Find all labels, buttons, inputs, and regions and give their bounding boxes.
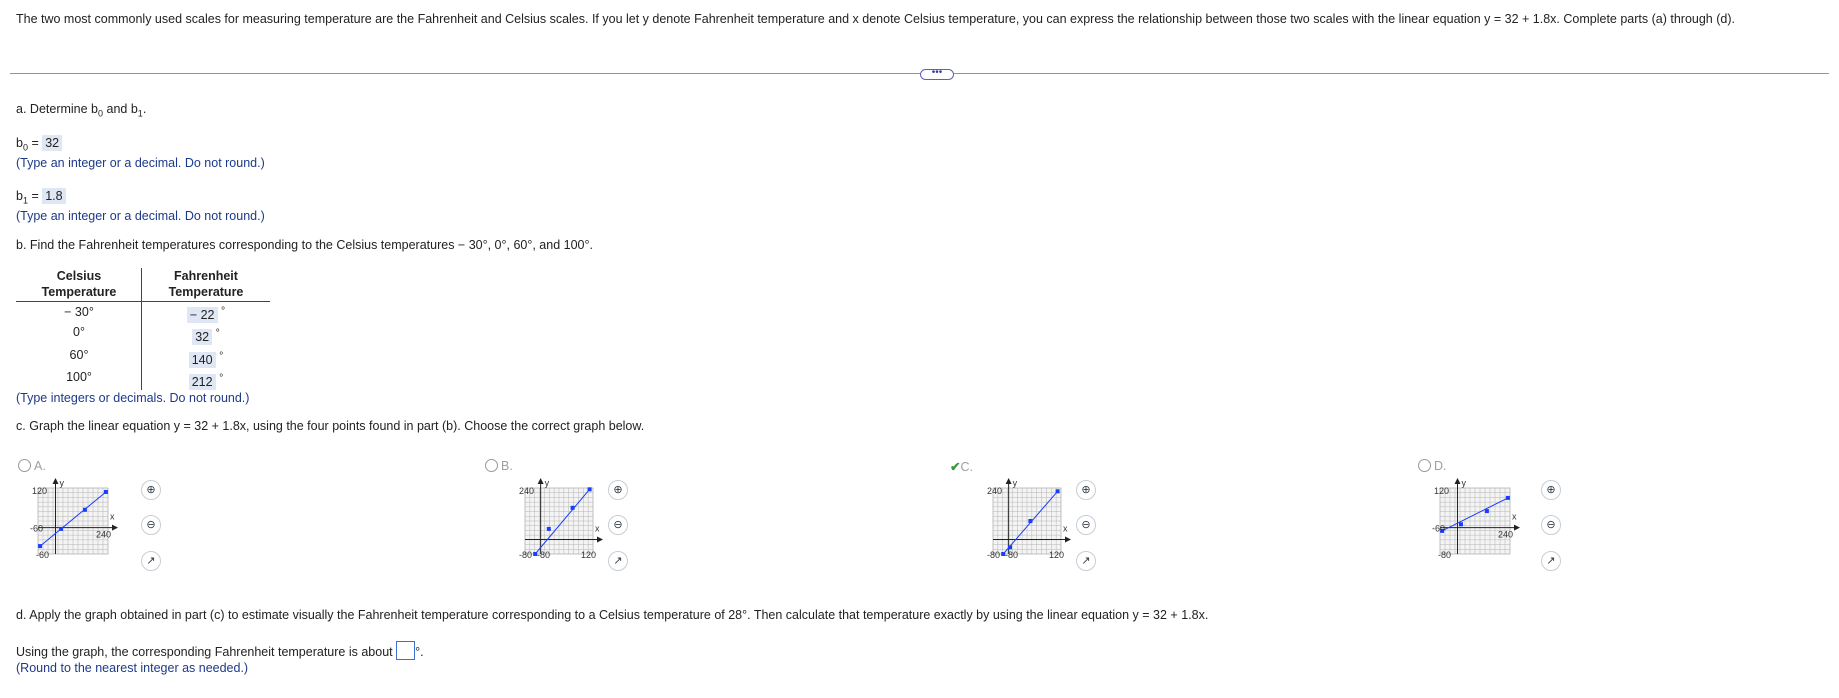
y-axis-name: y (544, 478, 550, 488)
y-axis-name: y (1461, 478, 1466, 488)
fahrenheit-header-line1: Fahrenheit (174, 269, 238, 283)
popout-icon[interactable]: ↗ (1541, 551, 1561, 571)
option-c-label: C. (960, 460, 973, 474)
fahrenheit-cell (143, 348, 269, 366)
y-min-label: -80 (1438, 550, 1452, 560)
part-c-question (16, 419, 644, 433)
zoom-out-icon[interactable]: ⊖ (141, 515, 161, 535)
data-point (59, 527, 63, 531)
y-axis-name: y (59, 478, 64, 488)
x-axis-name: x (1512, 511, 1517, 522)
data-point (547, 527, 551, 531)
radio-icon[interactable] (1418, 459, 1431, 472)
b1-hint: (Type an integer or a decimal. Do not round.) (16, 209, 265, 223)
part-b-hint: (Type integers or decimals. Do not round.) (16, 391, 250, 405)
x-max-label: 240 (96, 529, 112, 540)
data-point (83, 508, 87, 512)
part-c-text: Graph the linear equation y = 32 + 1.8x, using the four points found in part (b). Choose the correct graph below. (29, 419, 645, 433)
zoom-in-icon[interactable]: ⊕ (1076, 480, 1096, 500)
b0-hint: (Type an integer or a decimal. Do not round.) (16, 156, 265, 170)
zoom-out-icon[interactable]: ⊖ (608, 515, 628, 535)
degree-mark: ° (221, 306, 226, 317)
y-axis-name: y (1012, 478, 1018, 488)
x-axis-arrow-icon (597, 536, 603, 542)
y-min-label: -80 (537, 550, 551, 560)
option-d-label: D. (1434, 459, 1447, 473)
x-max-label: 240 (1498, 529, 1514, 540)
option-d[interactable] (1418, 459, 1447, 473)
x-min-label: -80 (987, 550, 1001, 560)
zoom-in-icon[interactable]: ⊕ (608, 480, 628, 500)
celsius-cell: 0° (73, 325, 85, 339)
part-a-label: a. (16, 102, 27, 116)
b0-answer-field[interactable]: 32 (42, 135, 62, 151)
x-axis-name: x (595, 523, 600, 534)
fahrenheit-cell (143, 303, 269, 321)
x-axis-arrow-icon (112, 525, 118, 531)
y-axis-arrow-icon (1006, 478, 1012, 484)
fahrenheit-answer-field[interactable]: 140 (189, 352, 216, 368)
popout-icon[interactable]: ↗ (141, 551, 161, 571)
fahrenheit-cell (143, 325, 269, 343)
b0-row (16, 136, 62, 153)
table-header-divider (16, 301, 270, 302)
celsius-header-line1: Celsius (56, 269, 102, 283)
option-b-graph (500, 478, 610, 573)
y-axis-arrow-icon (538, 478, 544, 484)
b0-subscript: 0 (98, 108, 104, 119)
more-button[interactable]: ••• (920, 69, 954, 80)
b1-row (16, 189, 66, 206)
part-d-answer-suffix: °. (415, 645, 424, 659)
popout-icon[interactable]: ↗ (608, 551, 628, 571)
part-d-hint: (Round to the nearest integer as needed.) (16, 661, 249, 675)
b1-answer-field[interactable]: 1.8 (42, 188, 65, 204)
x-min-label: -60 (30, 523, 44, 534)
y-axis-arrow-icon (53, 478, 59, 484)
b0-prefix: b (16, 136, 23, 150)
x-max-label: 120 (1049, 550, 1065, 560)
y-max-label: 240 (987, 486, 1003, 496)
data-point (1506, 496, 1510, 500)
part-d-question (16, 608, 1208, 622)
data-point (38, 544, 42, 548)
part-c-label: c. (16, 419, 26, 433)
data-point (1459, 522, 1463, 526)
data-point (1056, 489, 1060, 493)
fahrenheit-estimate-input[interactable] (396, 641, 415, 660)
part-d-answer-prefix: Using the graph, the corresponding Fahrenheit temperature is about (16, 645, 393, 659)
celsius-cell: − 30° (64, 305, 94, 319)
degree-mark: ° (215, 328, 220, 339)
fahrenheit-answer-field[interactable]: 32 (192, 329, 212, 345)
y-max-label: 240 (519, 486, 535, 496)
option-d-graph (1432, 478, 1527, 573)
data-point (1008, 545, 1012, 549)
part-a-text: Determine b (29, 102, 99, 116)
part-d-label: d. (16, 608, 27, 622)
checkmark-icon: ✔ (950, 460, 961, 474)
option-b[interactable] (485, 459, 513, 473)
b1-equals: = (27, 189, 43, 203)
x-min-label: -80 (519, 550, 533, 560)
option-c-graph (968, 478, 1078, 573)
radio-icon[interactable] (485, 459, 498, 472)
b0-equals: = (27, 136, 43, 150)
part-a-and: and b (103, 102, 138, 116)
x-axis-arrow-icon (1065, 536, 1071, 542)
option-a-label: A. (34, 459, 46, 473)
degree-mark: ° (219, 351, 224, 362)
part-a-question (16, 102, 146, 119)
celsius-header-line2: Temperature (41, 285, 117, 299)
b1-prefix: b (16, 189, 23, 203)
celsius-cell: 100° (66, 370, 92, 384)
degree-mark: ° (219, 373, 224, 384)
zoom-out-icon[interactable]: ⊖ (1076, 515, 1096, 535)
x-max-label: 120 (581, 550, 597, 560)
x-axis-arrow-icon (1514, 525, 1520, 531)
fahrenheit-answer-field[interactable]: 212 (189, 374, 216, 390)
data-point (1485, 509, 1489, 513)
option-b-label: B. (501, 459, 513, 473)
data-point (571, 506, 575, 510)
part-d-answer-row (16, 641, 424, 660)
b0-sub: 0 (22, 142, 28, 153)
part-b-text: Find the Fahrenheit temperatures corresponding to the Celsius temperatures − 30°, 0°, 60°, and 100°. (29, 238, 593, 252)
y-axis-arrow-icon (1455, 478, 1461, 484)
option-c[interactable] (950, 459, 973, 474)
b1-sub: 1 (22, 195, 28, 206)
x-axis-name: x (110, 511, 115, 522)
celsius-header (16, 268, 142, 300)
part-d-text: Apply the graph obtained in part (c) to estimate visually the Fahrenheit temperature corresponding to a Celsius temperature of 28°. Then calculate that temperature exactly by using the linear equation y = 32 + 1.8x. (29, 608, 1209, 622)
part-a-period: . (142, 102, 147, 116)
data-point (104, 490, 108, 494)
y-min-label: -80 (1005, 550, 1019, 560)
radio-icon[interactable] (18, 459, 31, 472)
celsius-cell: 60° (69, 348, 89, 362)
zoom-out-icon[interactable]: ⊖ (1541, 515, 1561, 535)
zoom-in-icon[interactable]: ⊕ (141, 480, 161, 500)
question-prompt: The two most commonly used scales for measuring temperature are the Fahrenheit and Celsius scales. If you let y denote Fahrenheit temperature and x denote Celsius temperature, you can express the relationship between those two scales with the linear equation y = 32 + 1.8x. Complete parts (a) through (d). (16, 12, 1735, 26)
data-point (588, 487, 592, 491)
b1-subscript: 1 (137, 108, 143, 119)
fahrenheit-answer-field[interactable]: − 22 (187, 307, 218, 323)
part-b-label: b. (16, 238, 27, 252)
option-a[interactable] (18, 459, 46, 473)
x-min-label: -60 (1432, 523, 1446, 534)
fahrenheit-cell (143, 370, 269, 388)
y-max-label: 120 (1434, 486, 1450, 496)
option-a-graph (30, 478, 125, 573)
table-column-divider (141, 268, 142, 390)
fahrenheit-header (143, 268, 269, 300)
data-point (1028, 519, 1032, 523)
x-axis-name: x (1063, 523, 1068, 534)
popout-icon[interactable]: ↗ (1076, 551, 1096, 571)
y-min-label: -60 (36, 550, 50, 560)
zoom-in-icon[interactable]: ⊕ (1541, 480, 1561, 500)
y-max-label: 120 (32, 486, 48, 496)
part-b-question (16, 238, 593, 252)
fahrenheit-header-line2: Temperature (168, 285, 244, 299)
